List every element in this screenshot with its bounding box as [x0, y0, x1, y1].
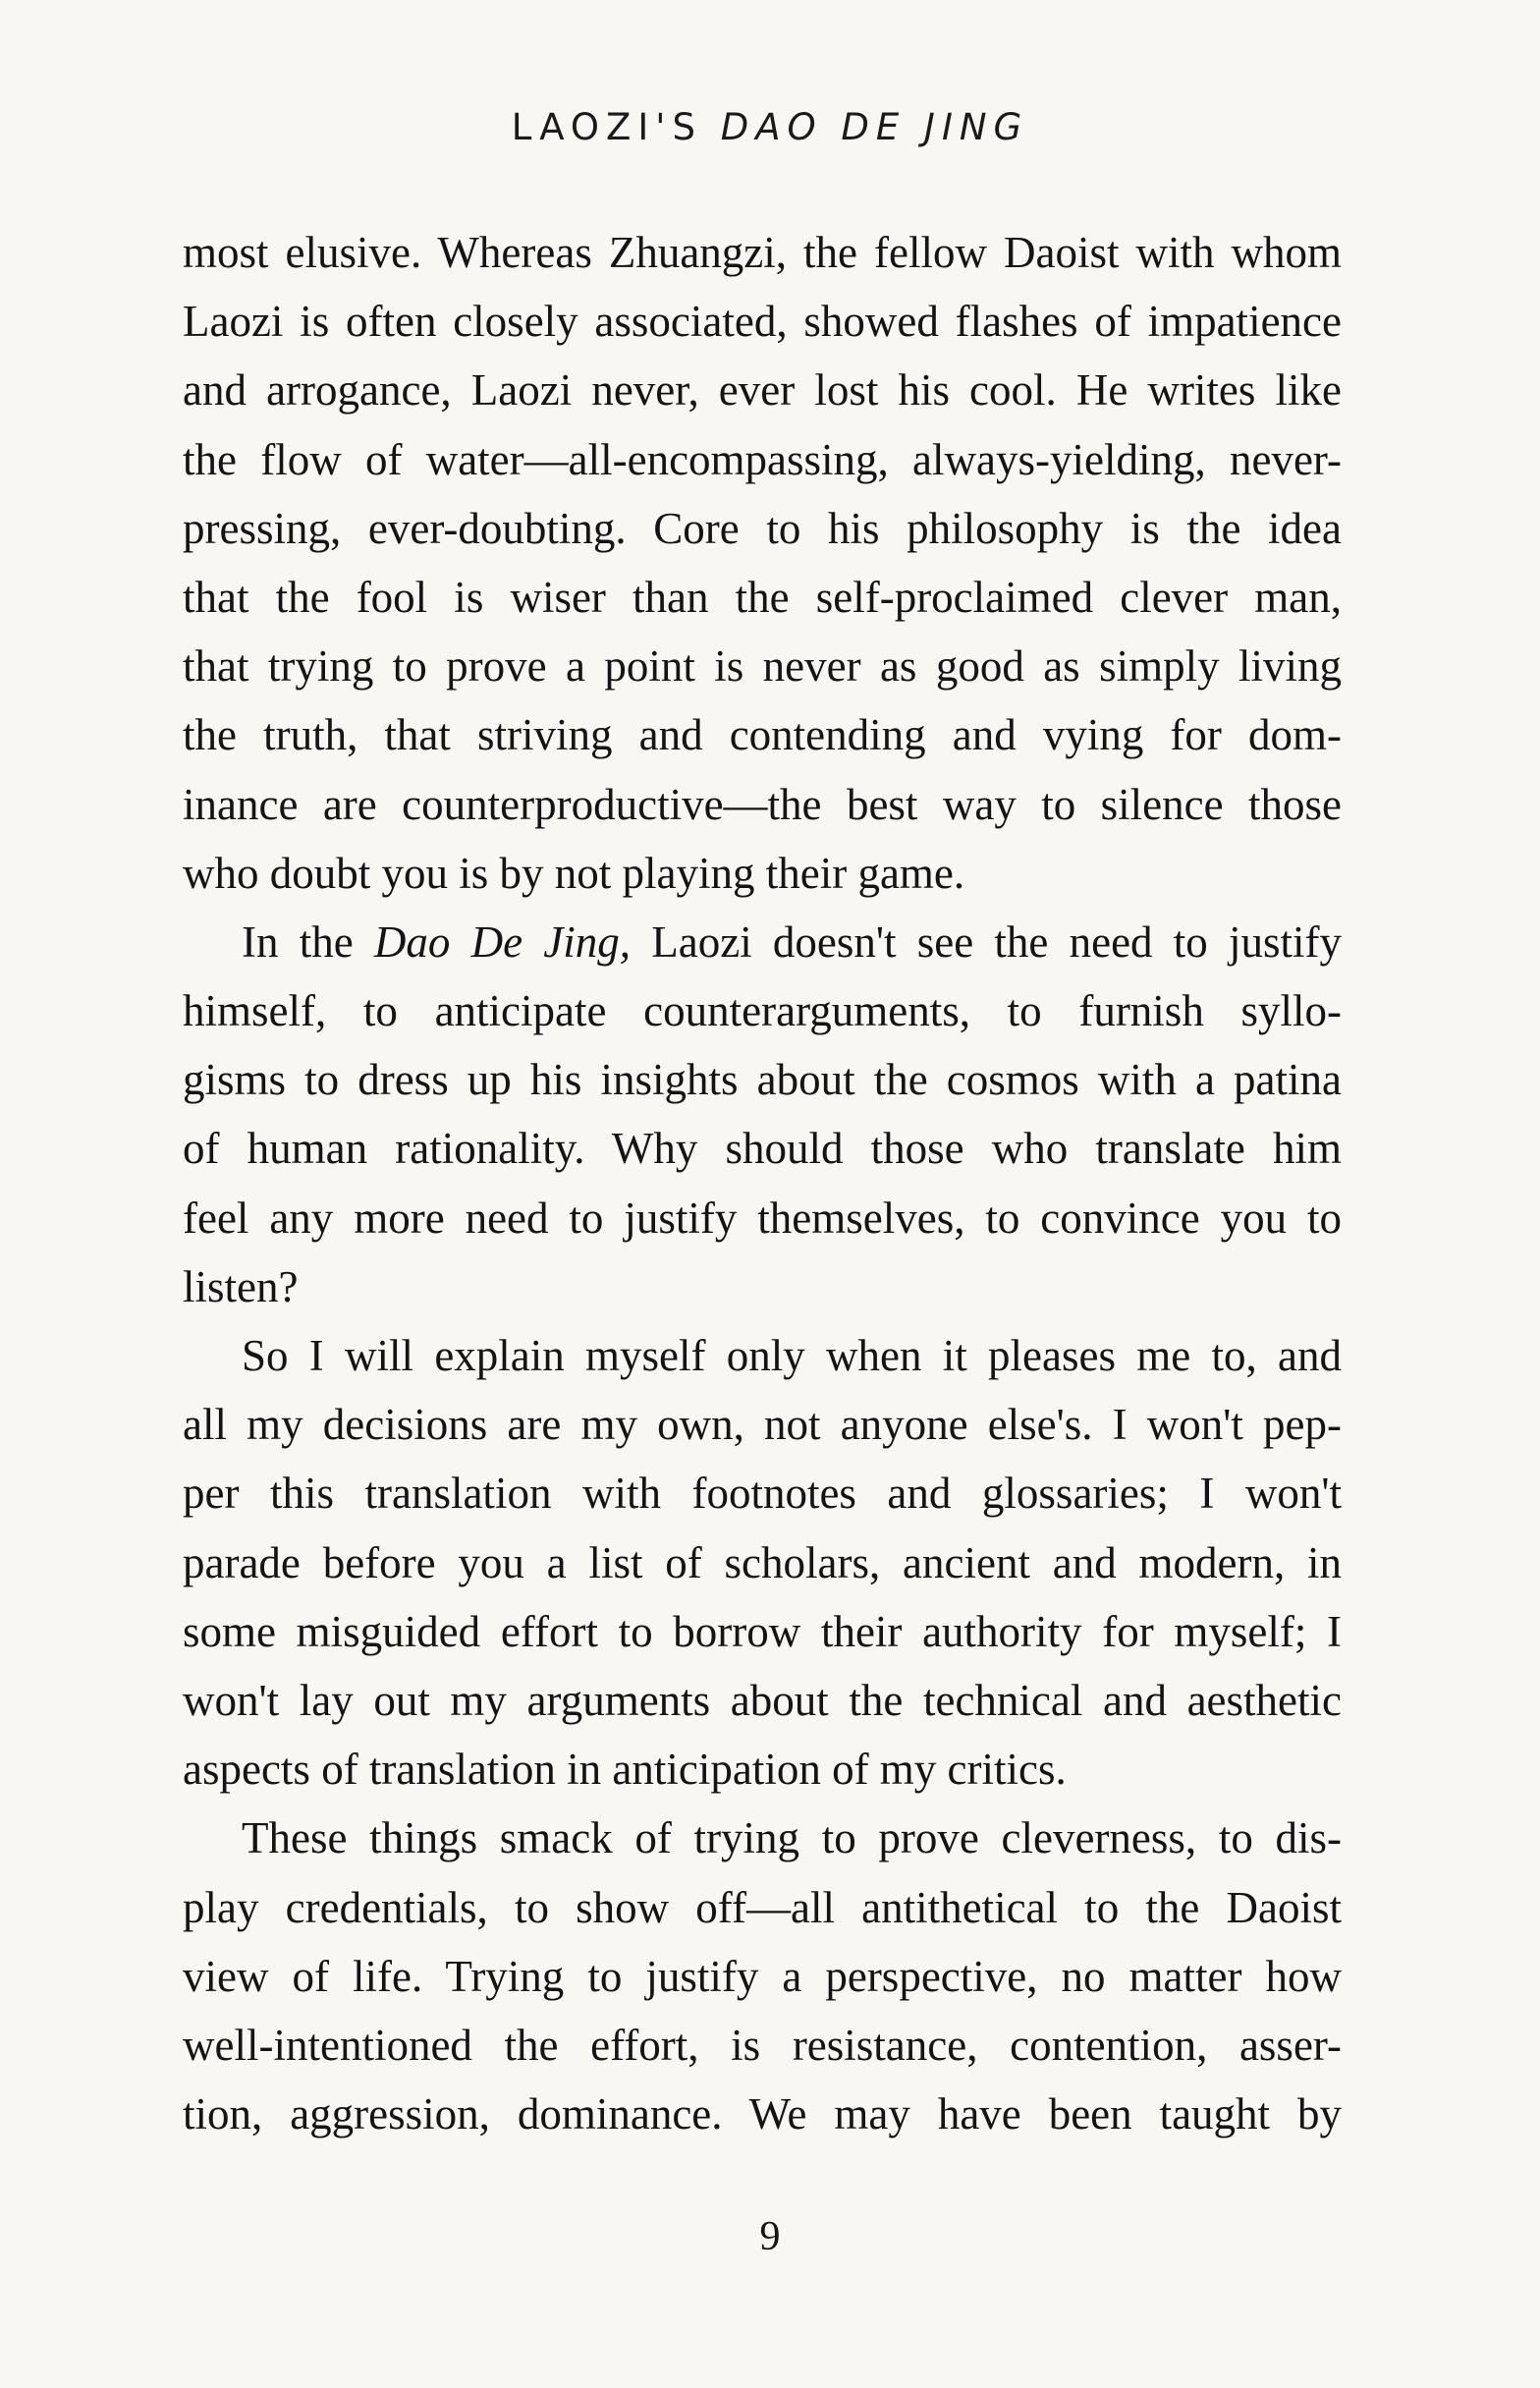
text-line: that the fool is wiser than the self-proclaimed clever man, — [183, 572, 1342, 622]
text-line: Laozi is often closely associated, showed flashes of impatience — [183, 297, 1342, 347]
paragraph-2 — [183, 908, 1342, 1321]
paragraph-1 — [183, 218, 1342, 908]
text-line — [183, 908, 1342, 976]
text-line: These things smack of trying to prove cleverness, to dis- — [242, 1813, 1342, 1863]
text-line: the truth, that striving and contending and vying for dom- — [183, 710, 1342, 760]
text-line: the flow of water—all-encompassing, always-yielding, never- — [183, 434, 1342, 484]
text-line: that trying to prove a point is never as good as simply living — [183, 641, 1342, 692]
text-line: view of life. Trying to justify a perspective, no matter how — [183, 1951, 1342, 2001]
text-line: per this translation with footnotes and glossaries; I won't — [183, 1469, 1342, 1519]
text-line: well-intentioned the effort, is resistance, contention, asser- — [183, 2020, 1342, 2070]
text-line: won't lay out my arguments about the technical and aesthetic — [183, 1675, 1342, 1725]
text-line: play credentials, to show off—all antithetical to the Daoist — [183, 1882, 1342, 1932]
text-line: parade before you a list of scholars, ancient and modern, in — [183, 1537, 1342, 1587]
text-line: most elusive. Whereas Zhuangzi, the fellow Daoist with whom — [183, 228, 1342, 277]
text-line: tion, aggression, dominance. We may have been taught by — [183, 2089, 1342, 2139]
running-head-title: DAO DE JING — [720, 106, 1029, 148]
text-line: of human rationality. Why should those who translate him — [183, 1124, 1342, 1174]
book-title-italic: Dao De Jing, — [373, 916, 632, 967]
text-line: who doubt you is by not playing their game. — [183, 848, 965, 898]
running-head-author: LAOZI'S — [511, 106, 702, 148]
text-line: himself, to anticipate counterarguments, to furnish syllo- — [183, 986, 1342, 1036]
text-line: feel any more need to justify themselves, to convince you to — [183, 1193, 1342, 1243]
paragraph-3 — [183, 1321, 1342, 1804]
text-line: So I will explain myself only when it pleases me to, and — [242, 1331, 1342, 1380]
text-line: and arrogance, Laozi never, ever lost his cool. He writes like — [183, 365, 1342, 416]
text-line: listen? — [183, 1261, 299, 1311]
text-line: gisms to dress up his insights about the cosmos with a patina — [183, 1055, 1342, 1105]
body-text — [183, 218, 1342, 2148]
text-line: pressing, ever-doubting. Core to his philosophy is the idea — [183, 503, 1342, 553]
text-line: inance are counterproductive—the best way to silence those — [183, 779, 1342, 829]
paragraph-4 — [183, 1804, 1342, 2148]
page-number: 9 — [759, 2214, 781, 2259]
text-line: aspects of translation in anticipation of my critics. — [183, 1745, 1067, 1795]
text-span: In the — [242, 916, 374, 967]
running-head — [0, 106, 1540, 148]
text-line: some misguided effort to borrow their authority for myself; I — [183, 1606, 1342, 1656]
text-span: Laozi doesn't see the need to justify — [631, 916, 1342, 967]
text-line: all my decisions are my own, not anyone else's. I won't pep- — [183, 1400, 1342, 1450]
